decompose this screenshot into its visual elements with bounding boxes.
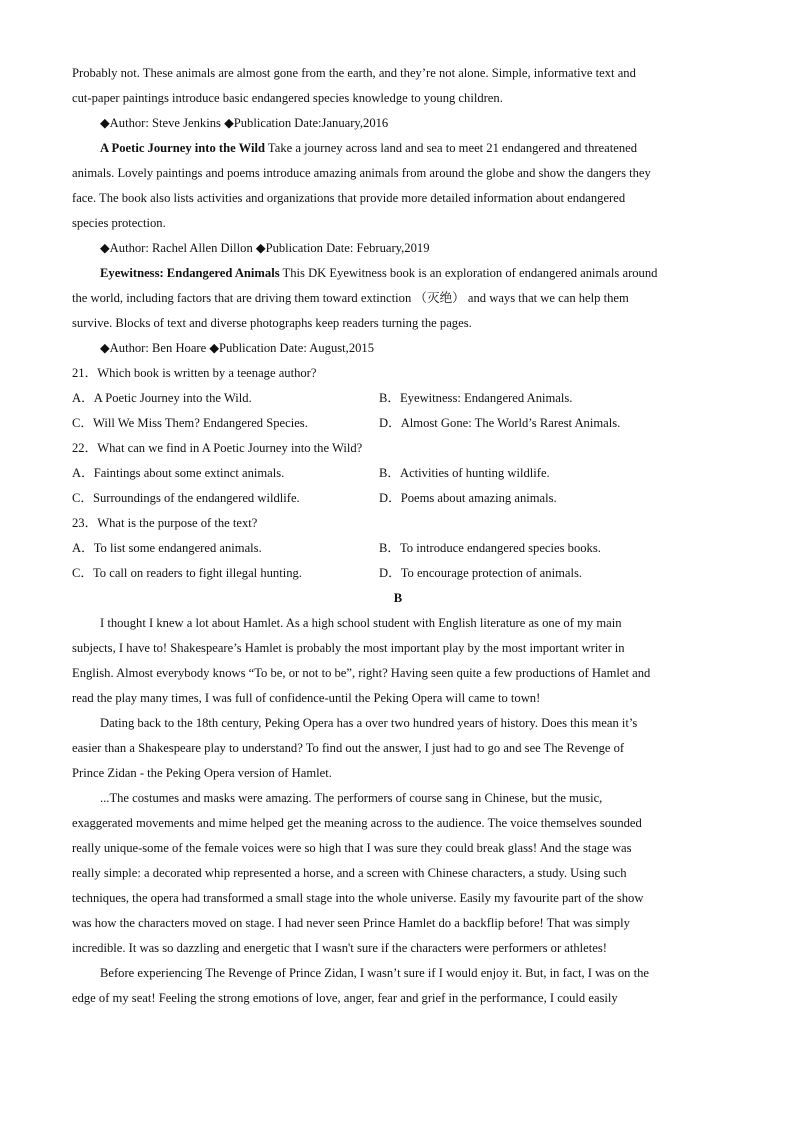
option-c: C．Surroundings of the endangered wildlife. xyxy=(72,491,300,505)
book2-desc-start: Take a journey across land and sea to meet 21 endangered and threatened xyxy=(265,141,638,155)
option-c: C．Will We Miss Them? Endangered Species. xyxy=(72,416,308,430)
option-d: D．Poems about amazing animals. xyxy=(379,491,557,505)
intro-line: cut-paper paintings introduce basic endangered species knowledge to young children. xyxy=(72,91,503,105)
passage-line: easier than a Shakespeare play to understand? To find out the answer, I just had to go and see The Revenge of xyxy=(72,741,625,755)
passage-line: ...The costumes and masks were amazing. The performers of course sang in Chinese, but the music, xyxy=(100,791,603,805)
book2-desc-line: species protection. xyxy=(72,216,166,230)
passage-line: I thought I knew a lot about Hamlet. As a high school student with English literature as one of my main xyxy=(100,616,622,630)
options-row xyxy=(72,461,724,486)
options-row xyxy=(72,486,724,511)
question-21: 21．Which book is written by a teenage author? xyxy=(72,366,317,380)
book3-desc-start: This DK Eyewitness book is an exploration of endangered animals around xyxy=(279,266,658,280)
options-row xyxy=(72,411,724,436)
passage-line: edge of my seat! Feeling the strong emotions of love, anger, fear and grief in the performance, I could easily xyxy=(72,991,618,1005)
question-23: 23．What is the purpose of the text? xyxy=(72,516,258,530)
passage-line: subjects, I have to! Shakespeare’s Hamlet is probably the most important play by the most important writer in xyxy=(72,641,625,655)
option-c: C．To call on readers to fight illegal hunting. xyxy=(72,566,302,580)
passage-line: incredible. It was so dazzling and energetic that I wasn't sure if the characters were performers or athletes! xyxy=(72,941,607,955)
document-page xyxy=(72,61,724,1011)
option-d: D．To encourage protection of animals. xyxy=(379,566,582,580)
options-row xyxy=(72,536,724,561)
passage-line: really simple: a decorated whip represented a horse, and a screen with Chinese characters, a study. Using such xyxy=(72,866,627,880)
option-b: B．Eyewitness: Endangered Animals. xyxy=(379,391,573,405)
section-b-heading: B xyxy=(393,591,403,605)
passage-line: exaggerated movements and mime helped get the meaning across to the audience. The voice themselves sounded xyxy=(72,816,642,830)
book3-desc-line: the world, including factors that are driving them toward extinction （灭绝） and ways that we can help them xyxy=(72,291,629,305)
passage-line: techniques, the opera had transformed a small stage into the whole universe. Easily my favourite part of the show xyxy=(72,891,644,905)
option-a: A．To list some endangered animals. xyxy=(72,541,262,555)
option-b: B．Activities of hunting wildlife. xyxy=(379,466,550,480)
passage-line: read the play many times, I was full of confidence-until the Peking Opera will came to town! xyxy=(72,691,541,705)
book2-desc-line: animals. Lovely paintings and poems introduce amazing animals from around the globe and show the dangers they xyxy=(72,166,651,180)
options-row xyxy=(72,386,724,411)
option-d: D．Almost Gone: The World’s Rarest Animals. xyxy=(379,416,621,430)
option-b: B．To introduce endangered species books. xyxy=(379,541,601,555)
options-row xyxy=(72,561,724,586)
book2-first-line xyxy=(72,136,724,161)
book3-desc-line: survive. Blocks of text and diverse photographs keep readers turning the pages. xyxy=(72,316,472,330)
question-22: 22．What can we find in A Poetic Journey into the Wild? xyxy=(72,441,363,455)
book2-title: A Poetic Journey into the Wild xyxy=(100,141,266,155)
book3-meta: ◆Author: Ben Hoare ◆Publication Date: August,2015 xyxy=(100,341,375,355)
option-a: A．Faintings about some extinct animals. xyxy=(72,466,285,480)
book2-desc-line: face. The book also lists activities and organizations that provide more detailed information about endangered xyxy=(72,191,626,205)
book2-meta: ◆Author: Rachel Allen Dillon ◆Publication Date: February,2019 xyxy=(100,241,430,255)
passage-line: Dating back to the 18th century, Peking Opera has a over two hundred years of history. Does this mean it’s xyxy=(100,716,638,730)
passage-line: really unique-some of the female voices were so high that I was sure they could break glass! And the stage was xyxy=(72,841,632,855)
passage-line: English. Almost everybody knows “To be, or not to be”, right? Having seen quite a few productions of Hamlet and xyxy=(72,666,651,680)
passage-line: Before experiencing The Revenge of Prince Zidan, I wasn’t sure if I would enjoy it. But, in fact, I was on the xyxy=(100,966,649,980)
passage-line: Prince Zidan - the Peking Opera version of Hamlet. xyxy=(72,766,332,780)
passage-line: was how the characters moved on stage. I had never seen Prince Hamlet do a backflip before! That was simply xyxy=(72,916,630,930)
option-a: A．A Poetic Journey into the Wild. xyxy=(72,391,252,405)
book3-first-line xyxy=(72,261,724,286)
book3-title: Eyewitness: Endangered Animals xyxy=(100,266,280,280)
intro-line: Probably not. These animals are almost gone from the earth, and they’re not alone. Simple, informative text and xyxy=(72,66,636,80)
book1-meta: ◆Author: Steve Jenkins ◆Publication Date:January,2016 xyxy=(100,116,389,130)
